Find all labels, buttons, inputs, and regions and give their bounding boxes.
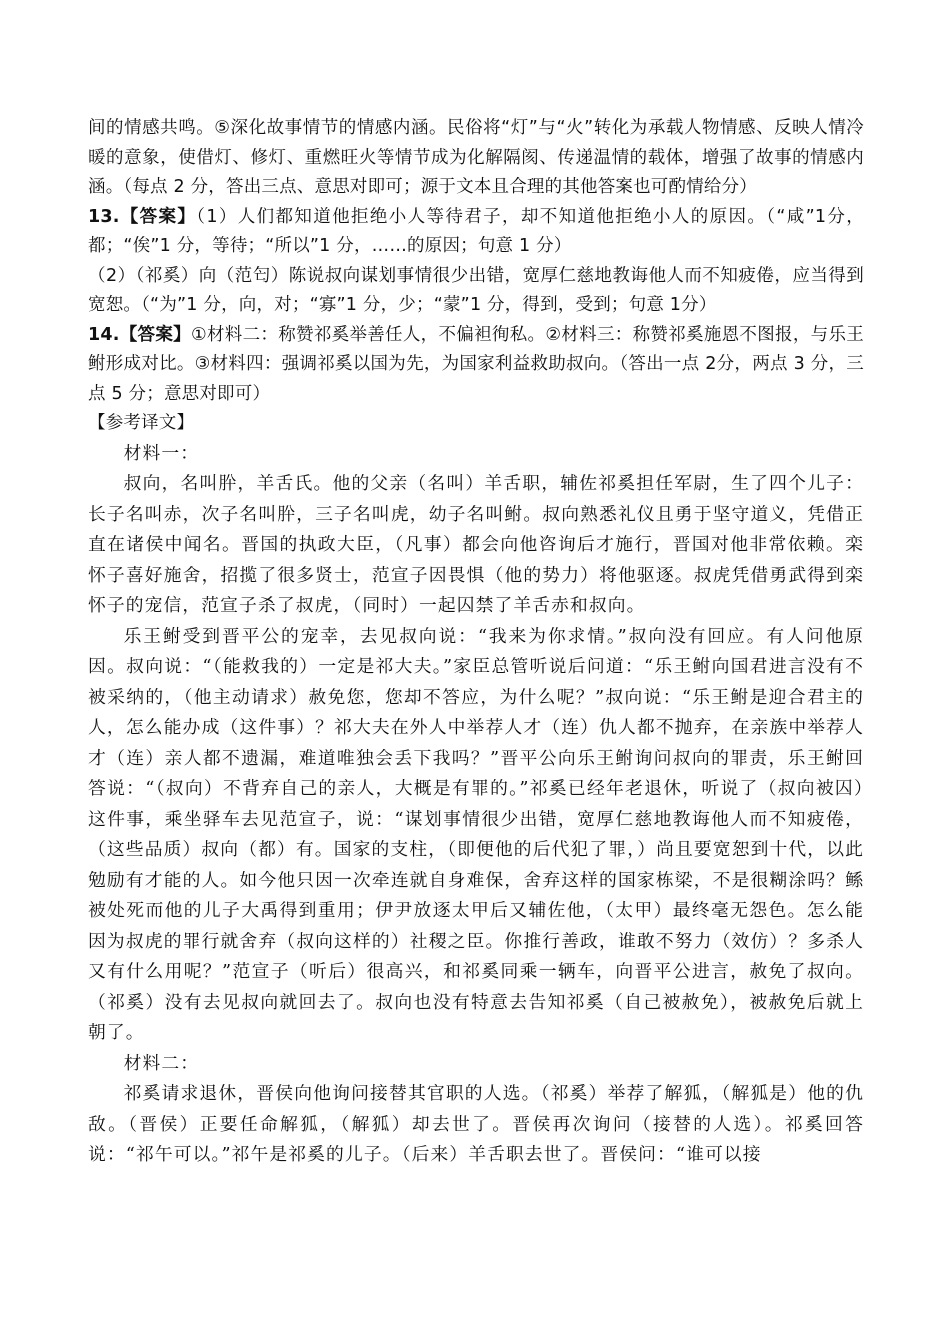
question-13-answer-tag: 【答案】 <box>119 206 197 227</box>
question-14-answer-tag: 【答案】 <box>119 324 191 345</box>
reference-translation-heading: 【参考译文】 <box>88 413 195 433</box>
answer-13-part-2: （2）（祁奚）向（范匄）陈说叔向谋划事情很少出错，宽厚仁慈地教诲他人而不知疲倦，应当得到宽恕。（“为”1 分，向，对；“寡”1 分，少；“蒙”1 分，得到，受到；句意 1分） <box>88 265 864 315</box>
material-1-label: 材料一： <box>123 442 200 464</box>
document-body <box>88 114 864 1171</box>
answer-13-part-1 <box>88 203 864 262</box>
answer-12-continuation: 间的情感共鸣。⑤深化故事情节的情感内涵。民俗将“灯”与“火”转化为承载人物情感、反映人情冷暖的意象，使借灯、修灯、重燃旺火等情节成为化解隔阂、传递温情的载体，增强了故事的情感内涵。（每点 2 分，答出三点、意思对即可；源于文本且合理的其他答案也可酌情给分） <box>88 118 864 197</box>
question-13-answer-text: （1）人们都知道他拒绝小人等待君子，却不知道他拒绝小人的原因。（“咸”1分，都；“俟”1 分，等待；“所以”1 分，……的原因；句意 1 分） <box>88 206 864 256</box>
material-2-label: 材料二： <box>123 1052 200 1074</box>
question-14-answer-text: ①材料二：称赞祁奚举善任人，不偏袒徇私。②材料三：称赞祁奚施恩不图报，与乐王鲋形成对比。③材料四：强调祁奚以国为先，为国家利益救助叔向。（答出一点 2分，两点 3 分，三点 5 分；意思对即可） <box>88 324 864 404</box>
material-1-paragraph-2: 乐王鲋受到晋平公的宠幸，去见叔向说：“我来为你求情。”叔向没有回应。有人问他原因。叔向说：“（能救我的）一定是祁大夫。”家臣总管听说后问道：“乐王鲋向国君进言没有不被采纳的，（他主动请求）赦免您，您却不答应，为什么呢？”叔向说：“乐王鲋是迎合君主的人，怎么能办成（这件事）？祁大夫在外人中举荐人才（连）仇人都不抛弃，在亲族中举荐人才（连）亲人都不遗漏，难道唯独会丢下我吗？”晋平公向乐王鲋询问叔向的罪责，乐王鲋回答说：“（叔向）不背弃自己的亲人，大概是有罪的。”祁奚已经年老退休，听说了（叔向被囚）这件事，乘坐驿车去见范宣子，说：“谋划事情很少出错，宽厚仁慈地教诲他人而不知疲倦，（这些品质）叔向（都）有。国家的支柱，（即便他的后代犯了罪，）尚且要宽恕到十代，以此勉励有才能的人。如今他只因一次牵连就自身难保，舍弃这样的国家栋梁，不是很糊涂吗？鲧被处死而他的儿子大禹得到重用；伊尹放逐太甲后又辅佐他，（太甲）最终毫无怨色。怎么能因为叔虎的罪行就舍弃（叔向这样的）社稷之臣。你推行善政，谁敢不努力（效仿）？多杀人又有什么用呢？”范宣子（听后）很高兴，和祁奚同乘一辆车，向晋平公进言，赦免了叔向。（祁奚）没有去见叔向就回去了。叔向也没有特意去告知祁奚（自己被赦免），被赦免后就上朝了。 <box>88 625 864 1043</box>
answer-14 <box>88 321 864 410</box>
question-14-number: 14. <box>88 324 120 345</box>
material-2-paragraph-1: 祁奚请求退休，晋侯向他询问接替其官职的人选。（祁奚）举荐了解狐，（解狐是）他的仇敌。（晋侯）正要任命解狐，（解狐）却去世了。晋侯再次询问（接替的人选）。祁奚回答说：“祁午可以。”祁午是祁奚的儿子。（后来）羊舌职去世了。晋侯问：“谁可以接 <box>88 1083 864 1165</box>
question-13-number: 13. <box>88 206 120 227</box>
material-1-paragraph-1: 叔向，名叫肸，羊舌氏。他的父亲（名叫）羊舌职，辅佐祁奚担任军尉，生了四个儿子：长子名叫赤，次子名叫肸，三子名叫虎，幼子名叫鲋。叔向熟悉礼仪且勇于坚守道义，凭借正直在诸侯中闻名。晋国的执政大臣，（凡事）都会向他咨询后才施行，晋国对他非常依赖。栾怀子喜好施舍，招揽了很多贤士，范宣子因畏惧（他的势力）将他驱逐。叔虎凭借勇武得到栾怀子的宠信，范宣子杀了叔虎，（同时）一起囚禁了羊舌赤和叔向。 <box>88 473 864 616</box>
